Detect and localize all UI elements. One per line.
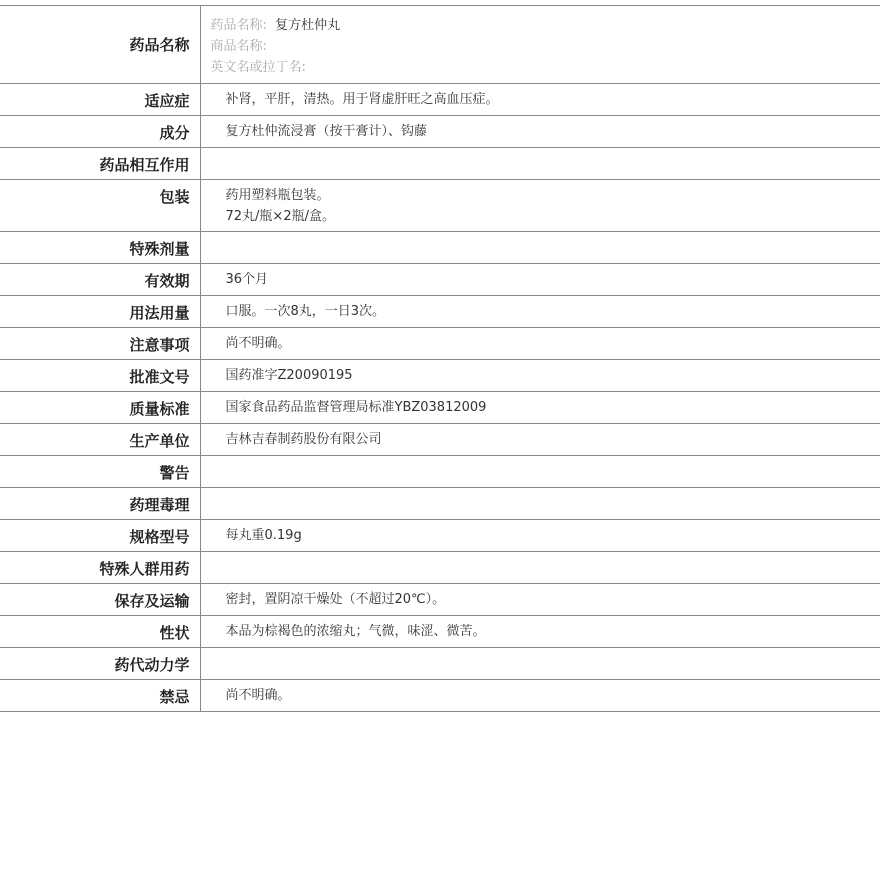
spec-label: 质量标准 [0,392,200,424]
spec-label: 批准文号 [0,360,200,392]
spec-label: 用法用量 [0,296,200,328]
trade-name-line [211,36,880,57]
spec-label: 性状 [0,616,200,648]
spec-value: 36个月 [200,264,880,296]
trade-name-key: 商品名称: [210,39,267,54]
english-name-line [211,57,880,78]
spec-value: 吉林吉春制药股份有限公司 [200,424,880,456]
spec-value [200,552,880,584]
spec-label: 特殊剂量 [0,232,200,264]
spec-row [0,264,880,296]
spec-value: 每丸重0.19g [200,520,880,552]
spec-label: 适应症 [0,84,200,116]
spec-label: 成分 [0,116,200,148]
spec-row [0,116,880,148]
spec-value-packaging [200,180,880,232]
spec-value [200,232,880,264]
spec-row [0,648,880,680]
spec-label: 有效期 [0,264,200,296]
packaging-line: 药用塑料瓶包装。 [225,188,330,203]
spec-value: 口服。一次8丸，一日3次。 [200,296,880,328]
spec-value: 补肾，平肝，清热。用于肾虚肝旺之高血压症。 [200,84,880,116]
spec-row [0,360,880,392]
drug-spec-table [0,5,880,712]
spec-row [0,520,880,552]
spec-row-packaging [0,180,880,232]
english-name-key: 英文名或拉丁名: [210,60,306,75]
spec-row [0,616,880,648]
spec-row [0,456,880,488]
generic-name-key: 药品名称: [210,18,267,33]
spec-label: 药品相互作用 [0,148,200,180]
spec-label: 禁忌 [0,680,200,712]
spec-row [0,424,880,456]
spec-value [200,648,880,680]
spec-label: 规格型号 [0,520,200,552]
spec-row [0,232,880,264]
generic-name-value: 复方杜仲丸 [275,18,341,33]
spec-value-name-block [200,6,880,84]
spec-row [0,148,880,180]
spec-value: 尚不明确。 [200,680,880,712]
spec-label: 药理毒理 [0,488,200,520]
spec-row-name [0,6,880,84]
spec-value: 密封，置阴凉干燥处（不超过20℃）。 [200,584,880,616]
spec-row [0,552,880,584]
generic-name-line [211,15,880,36]
spec-value: 尚不明确。 [200,328,880,360]
spec-value [200,456,880,488]
spec-value: 复方杜仲流浸膏（按干膏计）、钩藤 [200,116,880,148]
spec-value: 国药准字Z20090195 [200,360,880,392]
spec-row [0,680,880,712]
spec-label: 注意事项 [0,328,200,360]
spec-label: 药品名称 [0,6,200,84]
spec-label: 生产单位 [0,424,200,456]
spec-value [200,488,880,520]
spec-value: 本品为棕褐色的浓缩丸；气微，味涩、微苦。 [200,616,880,648]
spec-row [0,392,880,424]
spec-label: 保存及运输 [0,584,200,616]
spec-row [0,488,880,520]
spec-label: 包装 [0,180,200,232]
spec-label: 药代动力学 [0,648,200,680]
packaging-line: 72丸/瓶×2瓶/盒。 [225,209,335,224]
spec-row [0,296,880,328]
spec-row [0,328,880,360]
spec-label: 特殊人群用药 [0,552,200,584]
spec-label: 警告 [0,456,200,488]
spec-row [0,84,880,116]
spec-value: 国家食品药品监督管理局标准YBZ03812009 [200,392,880,424]
spec-value [200,148,880,180]
spec-row [0,584,880,616]
